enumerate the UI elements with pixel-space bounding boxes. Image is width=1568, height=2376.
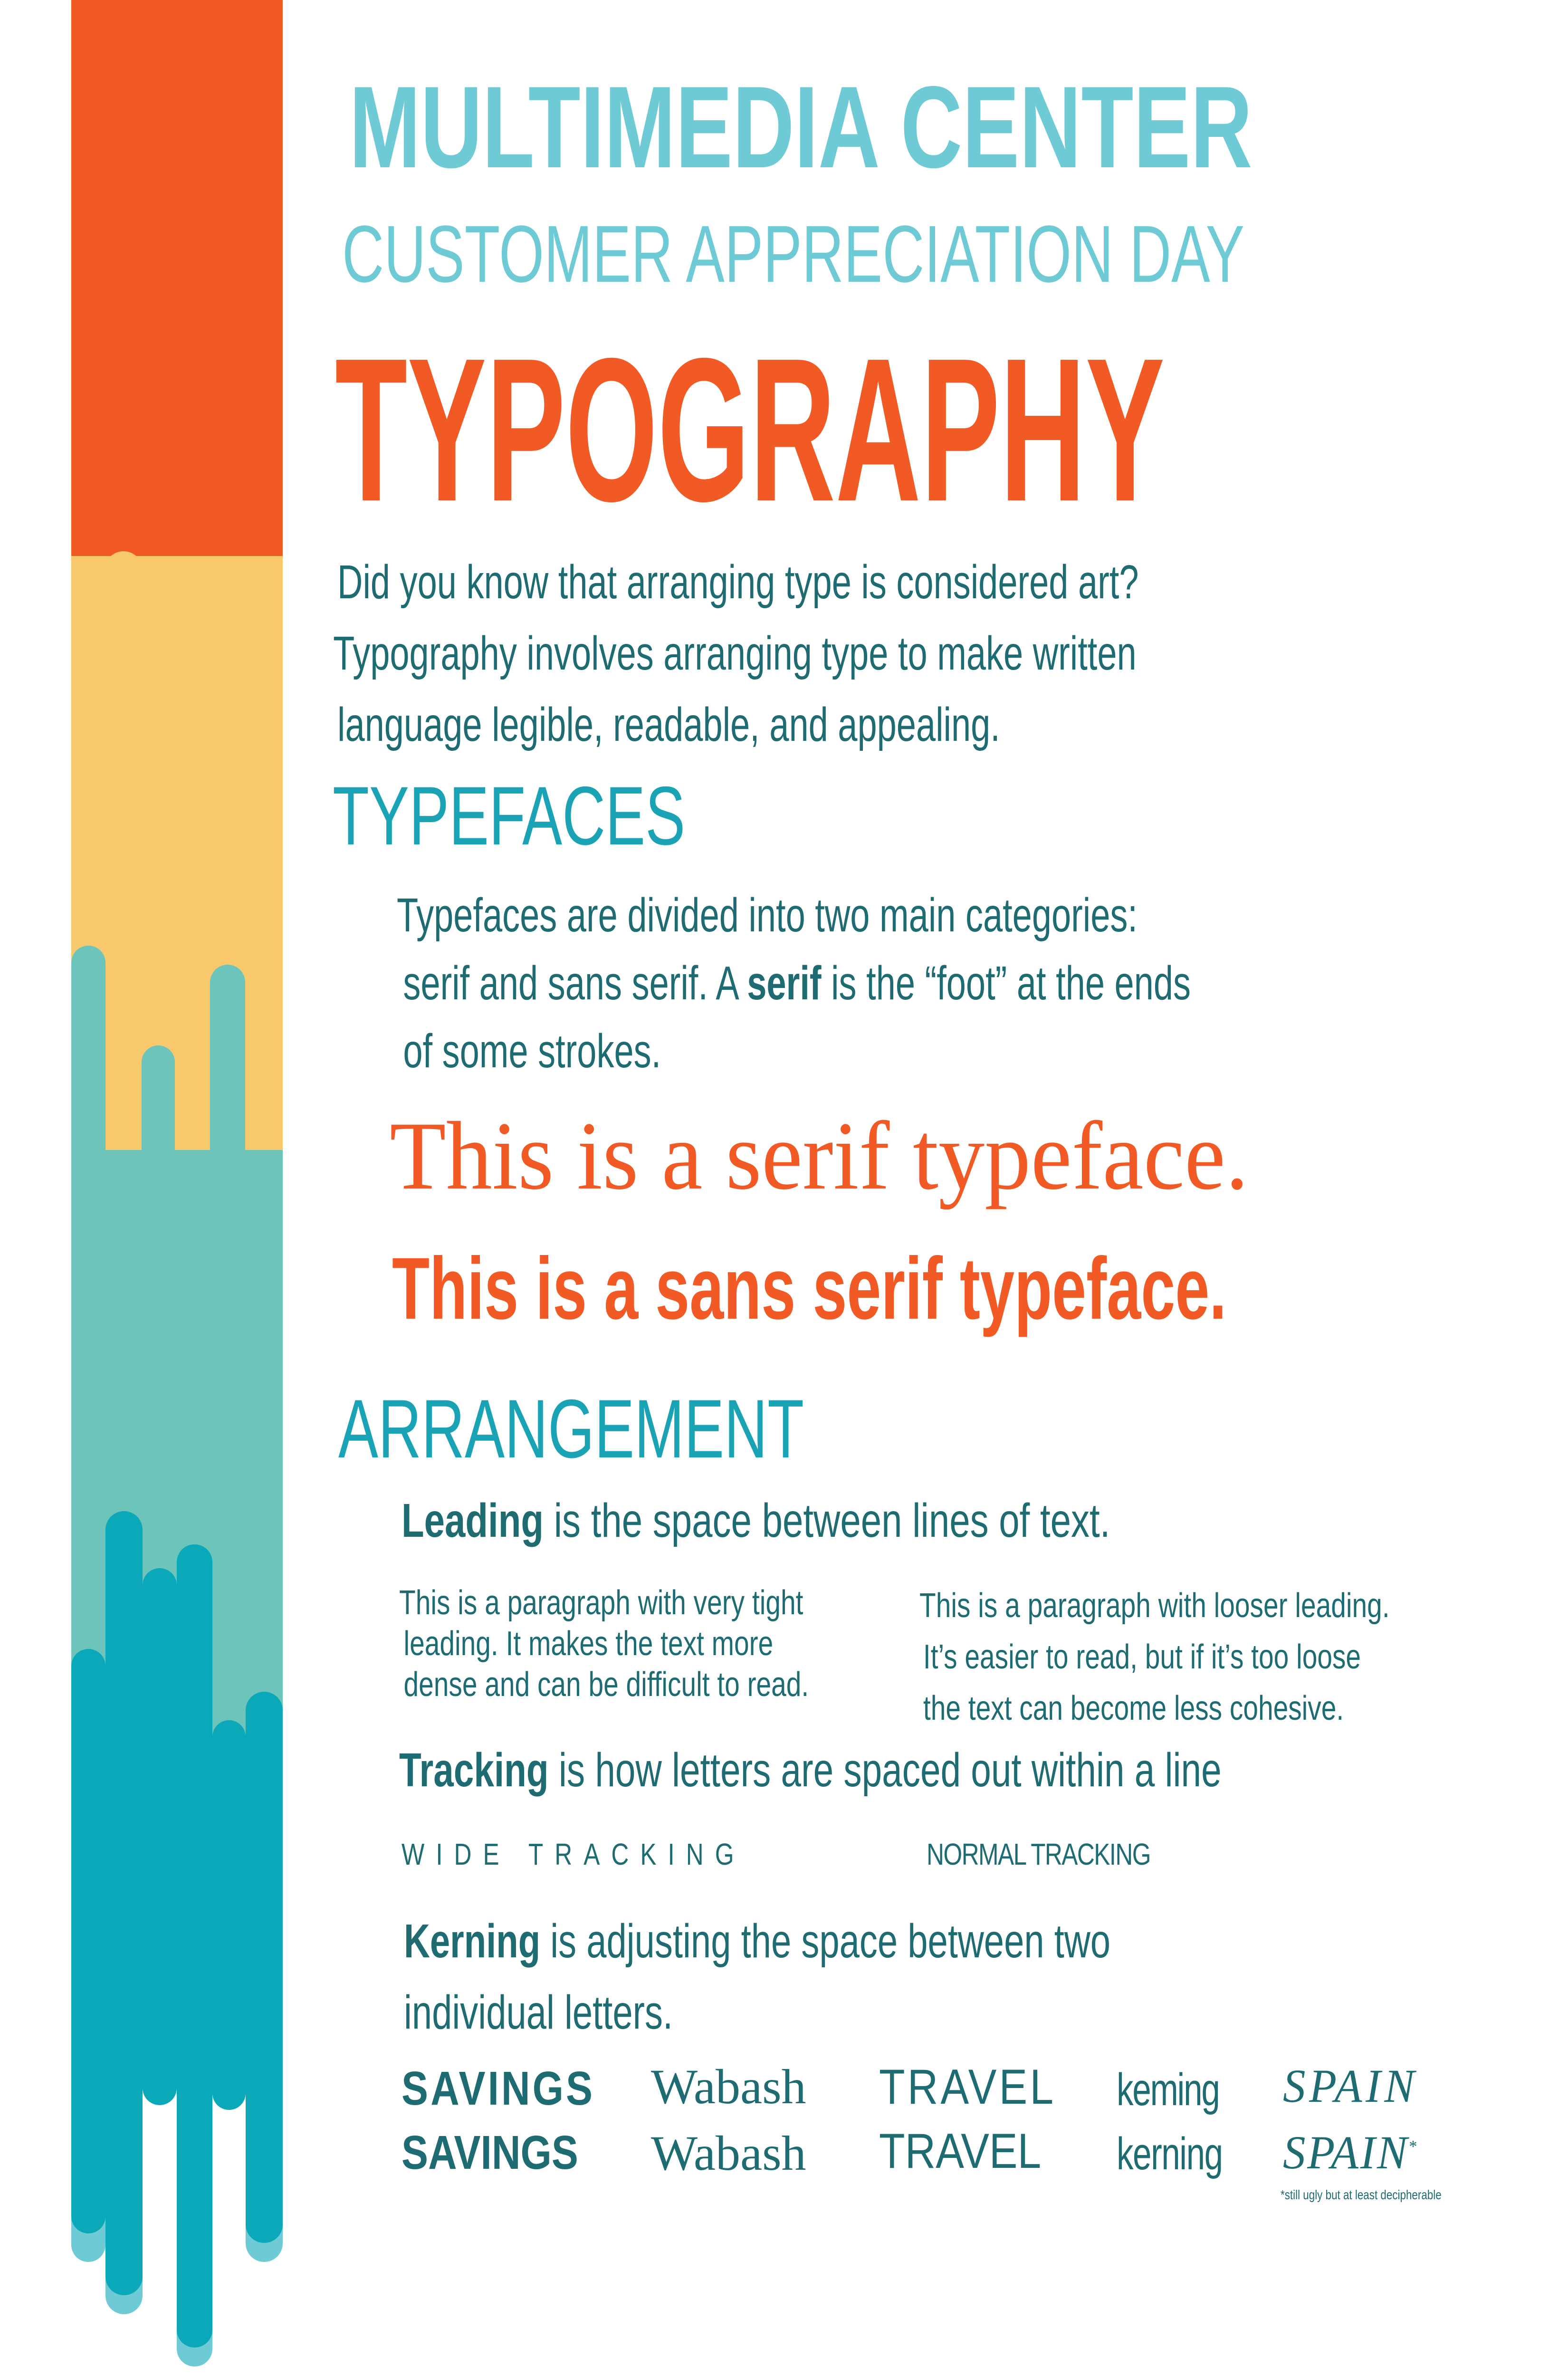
typefaces-paragraph [397,881,1191,1085]
kerning-definition [404,1906,1110,2048]
wide-tracking-sample: WIDE TRACKING [402,1837,746,1871]
serif-sample: This is a serif typeface. [390,1102,1249,1210]
kerning-bad-spain: SPAIN [1283,2060,1418,2112]
leading-term: Leading [402,1494,544,1547]
typefaces-line-2 [403,949,1191,1017]
leading-rest: is the space between lines of text. [544,1494,1110,1547]
tight-line-3: dense and can be difficult to read. [403,1666,809,1704]
loose-line-2: It’s easier to read, but if it’s too loose [923,1638,1361,1676]
typefaces-line-2b: is the “foot” at the ends [821,957,1191,1010]
title-typography: TYPOGRAPHY [335,316,1165,544]
kerning-rest-1: is adjusting the space between two [540,1915,1110,1968]
loose-leading-paragraph [919,1580,1390,1734]
kerning-good-savings: SAVINGS [402,2126,578,2179]
intro-line-2: Typography involves arranging type to make written [333,627,1137,680]
kerning-footnote: *still ugly but at least decipherable [1281,2187,1442,2202]
typefaces-line-3: of some strokes. [403,1025,661,1078]
arrangement-heading: ARRANGEMENT [338,1383,804,1475]
intro-line-1: Did you know that arranging type is considered art? [337,556,1139,609]
kerning-term: Kerning [404,1915,541,1968]
footnote-asterisk: * [1409,2136,1419,2156]
sans-serif-sample: This is a sans serif typeface. [392,1240,1227,1338]
intro-paragraph [333,546,1139,760]
kerning-good-travel: TRAVEL [879,2124,1042,2179]
kerning-good-spain [1283,2126,1419,2179]
title-customer-appreciation: CUSTOMER APPRECIATION DAY [342,209,1245,299]
tight-line-2: leading. It makes the text more [403,1625,774,1663]
kerning-line-1 [404,1906,1110,1977]
tracking-term: Tracking [399,1744,549,1797]
serif-term: serif [747,957,822,1010]
loose-line-3: the text can become less cohesive. [923,1689,1344,1727]
tracking-definition [399,1744,1222,1797]
kerning-bad-keming: keming [1117,2064,1219,2115]
kerning-bad-travel: TRAVEL [879,2060,1056,2115]
tight-leading-paragraph [399,1582,809,1705]
kerning-bad-wabash: Wabash [651,2060,806,2114]
typefaces-heading: TYPEFACES [333,770,686,862]
kerning-line-2: individual letters. [404,1986,673,2039]
kerning-good-kerning: kerning [1117,2128,1223,2179]
loose-line-1: This is a paragraph with looser leading. [919,1587,1390,1625]
intro-line-3: language legible, readable, and appealing. [337,698,1000,751]
kerning-bad-savings: SAVINGS [402,2062,595,2115]
typefaces-line-1: Typefaces are divided into two main categories: [397,889,1138,942]
kerning-good-spain-text: SPAIN [1283,2126,1409,2179]
kerning-good-wabash: Wabash [651,2126,806,2181]
paint-drip-decoration [0,0,295,2376]
leading-definition [402,1494,1110,1547]
tracking-rest: is how letters are spaced out within a line [548,1744,1222,1797]
title-multimedia-center: MULTIMEDIA CENTER [349,62,1252,192]
normal-tracking-sample: NORMAL TRACKING [927,1837,1150,1871]
tight-line-1: This is a paragraph with very tight [399,1584,803,1622]
typefaces-line-2a: serif and sans serif. A [403,957,747,1010]
